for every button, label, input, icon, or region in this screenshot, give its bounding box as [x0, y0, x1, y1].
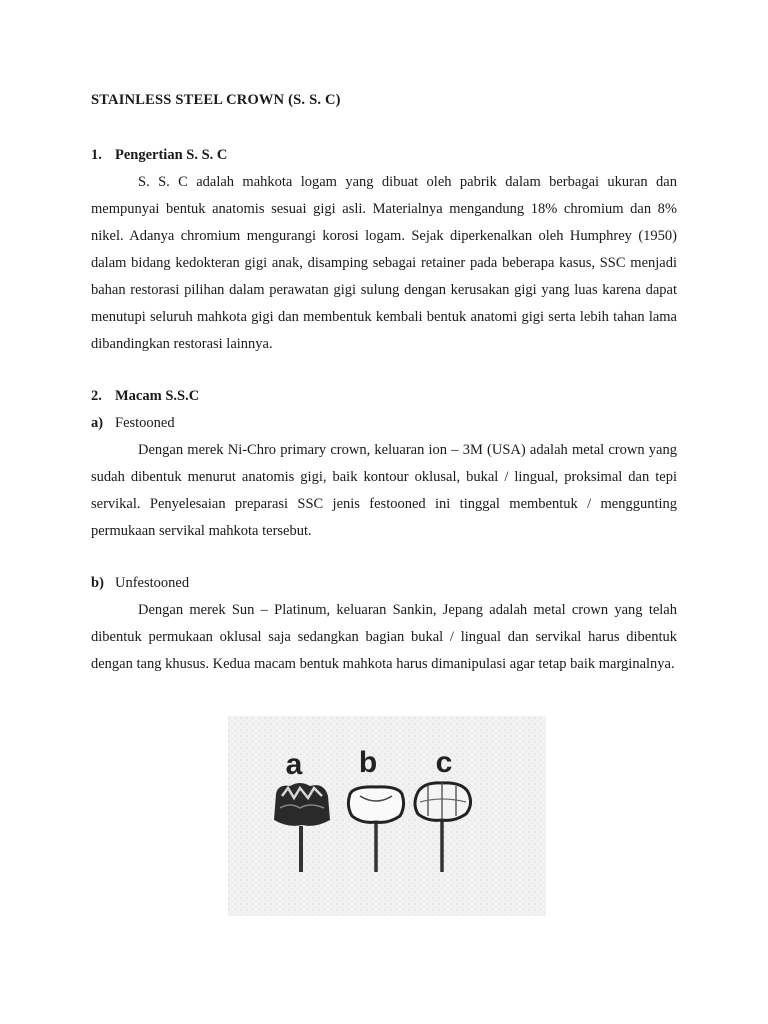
section-number: 1. — [91, 147, 102, 163]
subsection-heading-unfestooned — [91, 575, 189, 592]
document-title: STAINLESS STEEL CROWN (S. S. C) — [91, 92, 341, 108]
section-title: Macam S.S.C — [115, 388, 200, 404]
crown-types-figure — [228, 716, 546, 916]
figure-label-b: b — [358, 746, 378, 779]
subsection-title: Festooned — [115, 415, 175, 431]
paragraph-festooned: Dengan merek Ni-Chro primary crown, keluaran ion – 3M (USA) adalah metal crown yang sudah dibentuk menurut anatomis gigi, baik kontour oklusal, bukal / lingual, proksimal dan tepi servikal. Penyelesaian preparasi SSC jenis festooned ini tinggal membentuk / menggunting permukaan servikal mahkota tersebut. — [91, 442, 677, 539]
figure-label-a: a — [285, 748, 303, 781]
section-heading-pengertian — [91, 147, 227, 164]
paragraph-unfestooned: Dengan merek Sun – Platinum, keluaran Sankin, Jepang adalah metal crown yang telah dibentuk permukaan oklusal saja sedangkan bagian bukal / lingual dan servikal harus dibentuk dengan tang khusus. Kedua macam bentuk mahkota harus dimanipulasi agar tetap baik marginalnya. — [91, 602, 677, 672]
crown-illustration — [228, 716, 546, 916]
section-number: 2. — [91, 388, 102, 404]
subsection-label: b) — [91, 575, 104, 591]
subsection-label: a) — [91, 415, 104, 431]
section-title: Pengertian S. S. C — [115, 147, 228, 163]
subsection-heading-festooned — [91, 415, 175, 432]
figure-label-c: c — [435, 746, 453, 779]
subsection-title: Unfestooned — [115, 575, 190, 591]
paragraph-pengertian: S. S. C adalah mahkota logam yang dibuat oleh pabrik dalam berbagai ukuran dan mempunyai bentuk anatomis sesuai gigi asli. Materialnya mengandung 18% chromium dan 8% nikel. Adanya chromium mengurangi korosi logam. Sejak diperkenalkan oleh Humphrey (1950) dalam bidang kedokteran gigi anak, disamping sebagai retainer pada beberapa kasus, SSC menjadi bahan restorasi pilihan dalam perawatan gigi sulung dengan kerusakan gigi yang luas karena dapat menutupi seluruh mahkota gigi dan membentuk kembali bentuk anatomi gigi serta lebih tahan lama dibandingkan restorasi lainnya. — [91, 174, 677, 352]
section-heading-macam — [91, 388, 199, 405]
